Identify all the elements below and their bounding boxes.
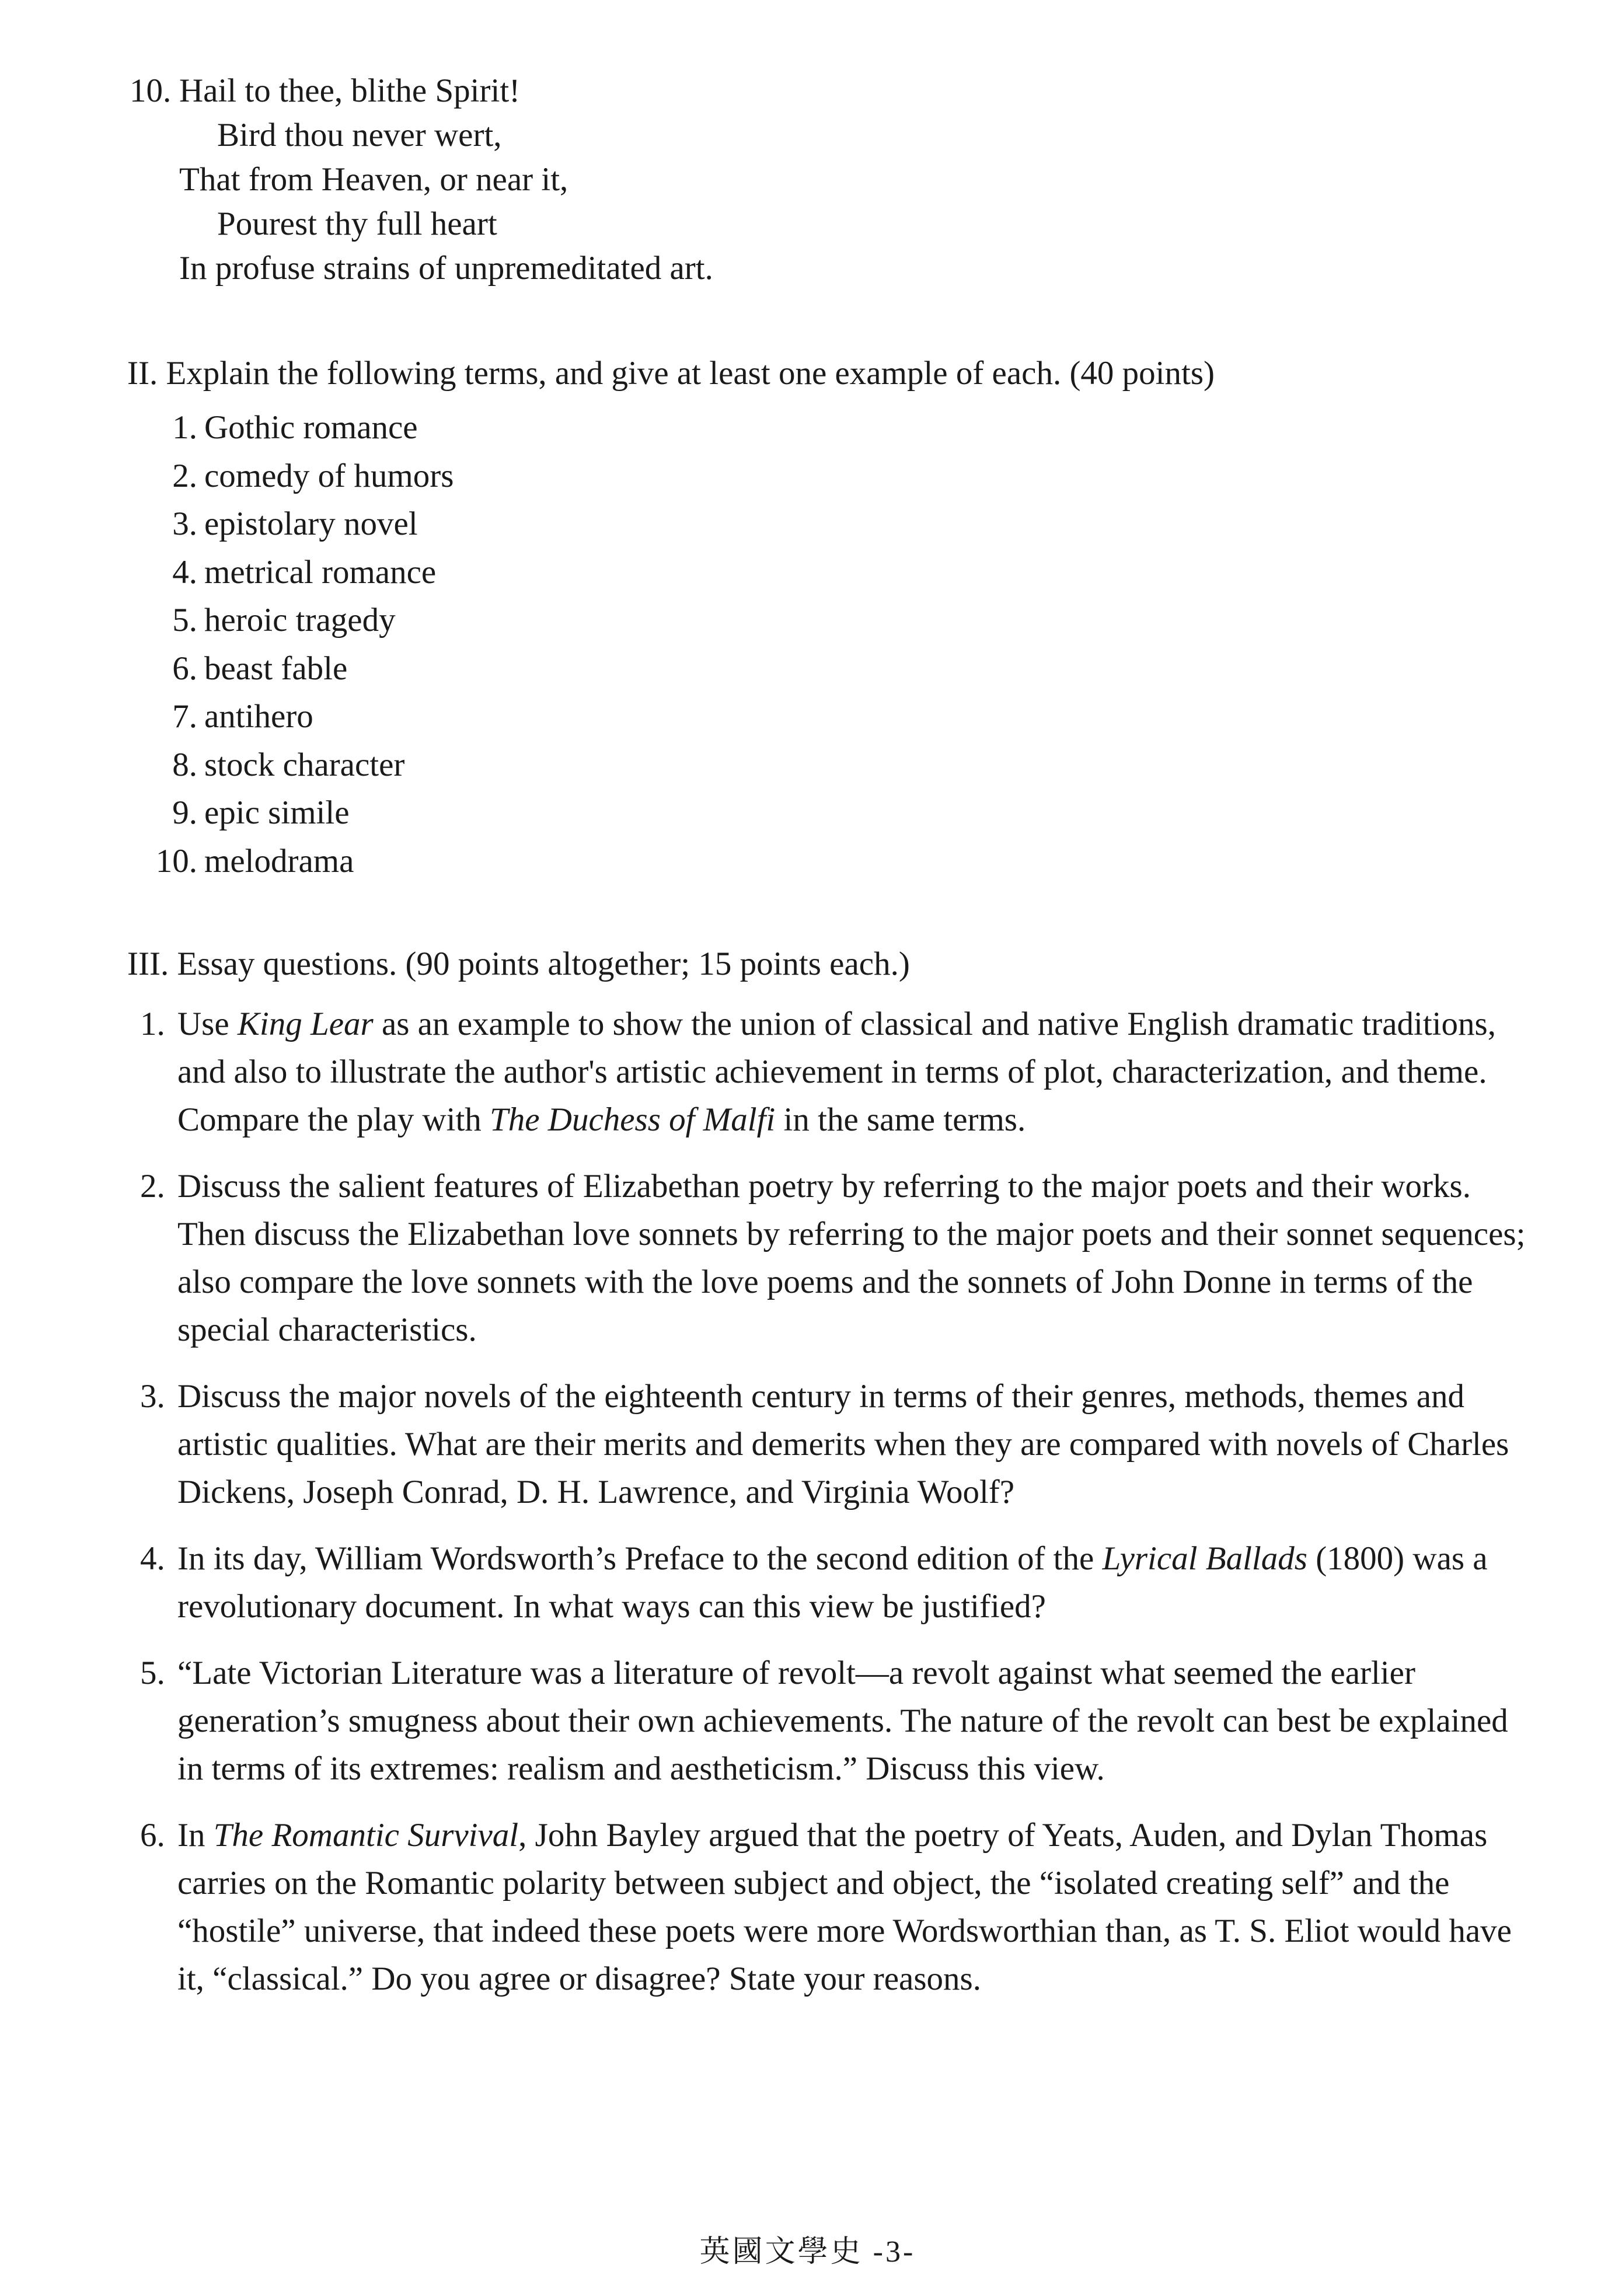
term-item: 3. epistolary novel bbox=[172, 505, 418, 542]
terms-list bbox=[127, 404, 1215, 885]
question-number: 5. bbox=[140, 1655, 165, 1691]
term-item: 8. stock character bbox=[172, 746, 405, 783]
essay-question bbox=[127, 1373, 1540, 1516]
question-number: 3. bbox=[140, 1378, 165, 1415]
work-title: The Romantic Survival bbox=[213, 1817, 519, 1854]
work-title: The Duchess of Malfi bbox=[490, 1101, 776, 1138]
essay-question bbox=[127, 1000, 1540, 1144]
section-essays bbox=[127, 941, 1540, 2022]
question-number: 6. bbox=[140, 1817, 165, 1854]
section-heading: II. Explain the following terms, and give at least one example of each. (40 points) bbox=[127, 355, 1215, 392]
poem-line: That from Heaven, or near it, bbox=[179, 161, 568, 198]
essay-question bbox=[127, 1535, 1540, 1631]
essay-question bbox=[127, 1812, 1540, 2003]
question-number: 4. bbox=[140, 1540, 165, 1577]
poem-excerpt bbox=[130, 69, 713, 291]
question-number: 2. bbox=[140, 1168, 165, 1205]
question-text: Discuss the major novels of the eighteenth century in terms of their genres, methods, themes and artistic qualities. What are their merits and demerits when they are compared with novels of Charles Dickens, Joseph Conrad, D. H. Lawrence, and Virginia Woolf? bbox=[177, 1378, 1509, 1510]
term-item: 9. epic simile bbox=[172, 794, 350, 831]
question-number: 1. bbox=[140, 1006, 165, 1042]
page-footer: 英國文學史 -3- bbox=[699, 2235, 916, 2269]
work-title: Lyrical Ballads bbox=[1102, 1540, 1307, 1577]
work-title: King Lear bbox=[237, 1006, 374, 1042]
section-heading: III. Essay questions. (90 points altogether; 15 points each.) bbox=[127, 945, 910, 982]
question-text: In The Romantic Survival, John Bayley argued that the poetry of Yeats, Auden, and Dylan Thomas carries on the Romantic polarity between subject and object, the “isolated creating self” and the “hostile” universe, that indeed these poets were more Wordsworthian than, as T. S. Eliot would have it, “classical.” Do you agree or disagree? State your reasons. bbox=[177, 1817, 1512, 1997]
poem-line: Pourest thy full heart bbox=[217, 205, 497, 242]
essay-questions bbox=[127, 1000, 1540, 2003]
question-text: Use King Lear as an example to show the union of classical and native English dramatic traditions, and also to illustrate the author's artistic achievement in terms of plot, characterization, and theme. Compare the play with The Duchess of Malfi in the same terms. bbox=[177, 1006, 1496, 1138]
term-item: 1. Gothic romance bbox=[172, 409, 418, 446]
term-item: 2. comedy of humors bbox=[172, 457, 454, 494]
term-item: 4. metrical romance bbox=[172, 553, 437, 591]
section-terms bbox=[127, 350, 1215, 885]
term-item: 10. melodrama bbox=[155, 842, 354, 880]
poem-line: 10. Hail to thee, blithe Spirit! bbox=[130, 69, 713, 113]
poem-number: 10. bbox=[130, 72, 172, 109]
question-text: Discuss the salient features of Elizabethan poetry by referring to the major poets and their works. Then discuss the Elizabethan love sonnets by referring to the major poets and their sonnet sequences; also compare the love sonnets with the love poems and the sonnets of John Donne in terms of the special characteristics. bbox=[177, 1168, 1526, 1348]
question-text: In its day, William Wordsworth’s Preface to the second edition of the Lyrical Ballads (1800) was a revolutionary document. In what ways can this view be justified? bbox=[177, 1540, 1488, 1625]
poem-line: Bird thou never wert, bbox=[217, 117, 502, 153]
poem-line: In profuse strains of unpremeditated art. bbox=[179, 250, 713, 287]
essay-question bbox=[127, 1649, 1540, 1793]
term-item: 7. antihero bbox=[172, 698, 313, 735]
question-text: “Late Victorian Literature was a literature of revolt—a revolt against what seemed the earlier generation’s smugness about their own achievements. The nature of the revolt can best be explained in terms of its extremes: realism and aestheticism.” Discuss this view. bbox=[177, 1655, 1508, 1787]
term-item: 5. heroic tragedy bbox=[172, 602, 396, 638]
term-item: 6. beast fable bbox=[172, 650, 348, 687]
essay-question bbox=[127, 1163, 1540, 1354]
